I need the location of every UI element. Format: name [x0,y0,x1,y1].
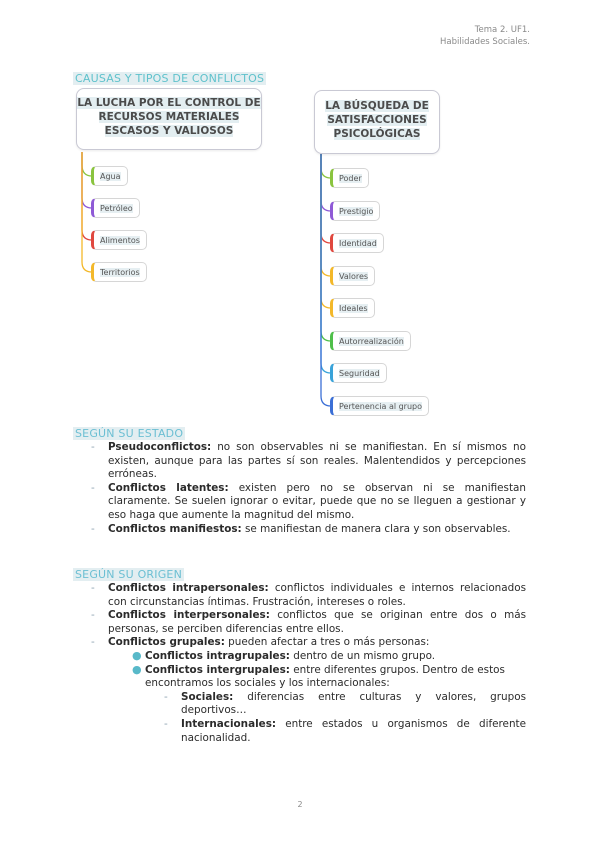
mindmap-root-left: LA LUCHA POR EL CONTROL DE RECURSOS MATERIALES ESCASOS Y VALIOSOS [76,88,262,150]
connector-right-2 [321,154,331,243]
header-line-1: Tema 2. UF1. [474,25,530,35]
mindmap-root-right: LA BÚSQUEDA DE SATISFACCIONES PSICOLÓGICAS [314,90,440,154]
list-item: - Internacionales: entre estados u organismos de diferente nacionalidad. [164,717,526,744]
list-item: - Pseudoconflictos: no son observables ni se manifiestan. En sí mismos no existen, aunque para las partes sí son reales. Malentendidos y percepciones erróneas. [91,441,526,481]
mindmap-left-item: Petróleo [91,198,140,218]
mindmap-right-item: Seguridad [330,363,387,383]
mindmap-left-item: Alimentos [91,230,147,250]
connector-left-2 [82,152,92,240]
mindmap-right-item: Poder [330,168,369,188]
header-line-2: Habilidades Sociales. [439,37,530,47]
list-item: - Conflictos latentes: existen pero no se observan ni se manifiestan claramente. Se suelen ignorar o evitar, puede que no se lleguen a gestionar y eso haga que aumente la magnitud del mismo. [91,481,526,521]
list-item: ● Conflictos intragrupales: dentro de un mismo grupo. [132,648,436,662]
estado-list [91,441,526,536]
section-title-origen: SEGÚN SU ORIGEN [75,568,183,581]
section-title-causas: CAUSAS Y TIPOS DE CONFLICTOS [75,72,265,85]
list-item: - Conflictos interpersonales: conflictos que se originan entre dos o más personas, se perciben diferencias entre ellos. [91,609,526,635]
list-item: - Conflictos grupales: pueden afectar a tres o más personas: [91,636,430,649]
list-item: - Conflictos intrapersonales: conflictos individuales e internos relacionados con circunstancias íntimas. Frustración, intereses o roles. [91,582,527,608]
mindmap-right-item: Autorrealización [330,331,411,351]
section-title-estado: SEGÚN SU ESTADO [75,427,184,440]
mindmap-left-item: Territorios [91,262,147,282]
grupales-sublist [108,650,526,745]
list-item: - Conflictos manifiestos: se manifiestan de manera clara y son observables. [91,522,511,535]
mindmap-left-item: Agua [91,166,128,186]
origen-list [91,582,527,745]
mindmap-right-item: Identidad [330,233,384,253]
list-item: ● Conflictos intergrupales: entre diferentes grupos. Dentro de estos encontramos los sociales y los internacionales: [132,662,505,690]
mindmap-right-item: Pertenencia al grupo [330,396,429,416]
list-item: - Sociales: diferencias entre culturas y valores, grupos deportivos… [164,690,526,717]
page-number: 2 [297,800,303,809]
mindmap-right-item: Ideales [330,298,375,318]
mindmap-right-item: Valores [330,266,375,286]
mindmap-right-item: Prestigio [330,201,380,221]
intergrupales-sublist [145,691,526,745]
